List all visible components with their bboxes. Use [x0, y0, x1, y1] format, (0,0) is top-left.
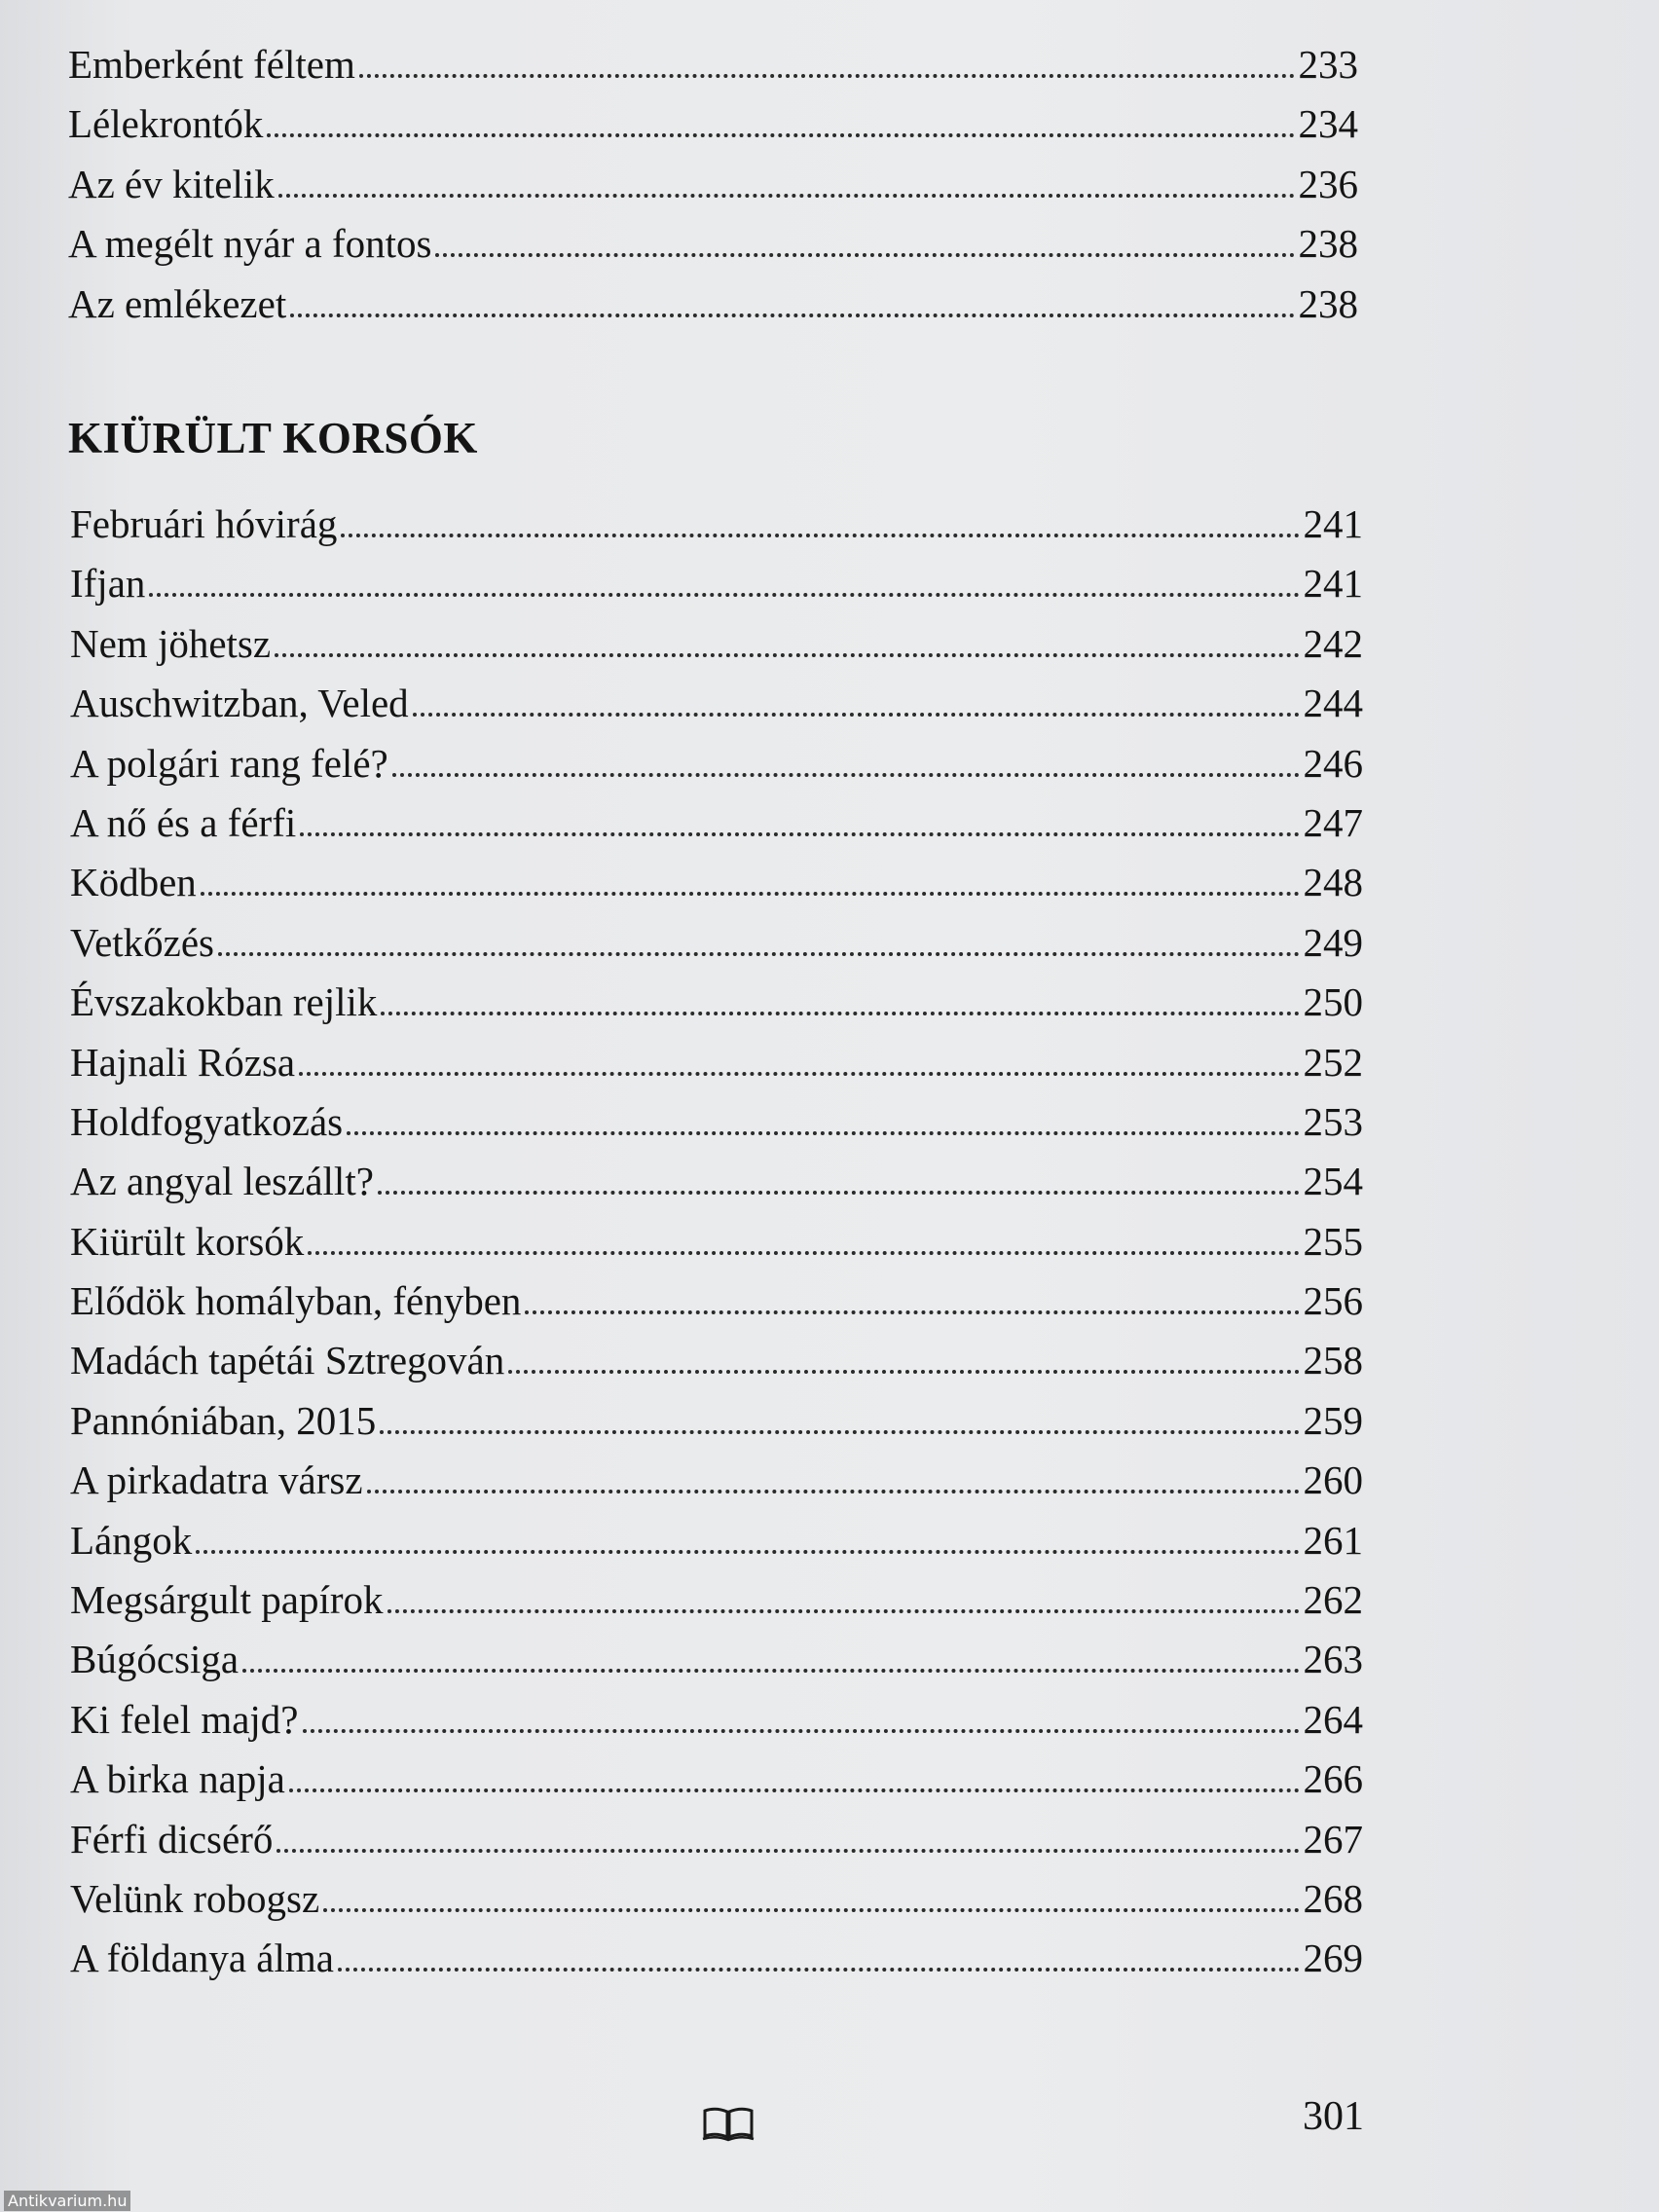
- toc-entry-title: Madách tapétái Sztregován: [70, 1338, 505, 1383]
- toc-entry-page: 246: [1303, 740, 1363, 786]
- toc-entry: [70, 614, 1363, 674]
- toc-entry-page: 254: [1303, 1159, 1363, 1204]
- toc-entry-page: 241: [1303, 501, 1363, 546]
- dot-leader: [359, 74, 1295, 78]
- toc-entry-title: Pannóniában, 2015: [70, 1397, 377, 1443]
- toc-entry: [70, 1570, 1363, 1630]
- toc-entry: [70, 1272, 1363, 1331]
- toc-entry-page: 242: [1303, 620, 1363, 666]
- toc-entry-page: 260: [1303, 1457, 1363, 1503]
- dot-leader: [267, 133, 1294, 137]
- toc-entry: [70, 1810, 1363, 1869]
- toc-entry: [68, 155, 1358, 214]
- toc-entry-page: 233: [1298, 42, 1358, 87]
- dot-leader: [275, 653, 1299, 657]
- dot-leader: [242, 1669, 1299, 1673]
- dot-leader: [308, 1251, 1299, 1255]
- toc-entry: [70, 734, 1363, 793]
- toc-entry-page: 244: [1303, 681, 1363, 726]
- toc-entry-title: Kiürült korsók: [70, 1218, 305, 1264]
- toc-entry-page: 261: [1303, 1517, 1363, 1563]
- open-book-icon: [702, 2105, 755, 2142]
- dot-leader: [380, 1430, 1299, 1434]
- dot-leader: [525, 1310, 1299, 1314]
- toc-entry: [70, 1630, 1363, 1689]
- dot-leader: [381, 1012, 1299, 1015]
- dot-leader: [299, 1072, 1299, 1076]
- toc-entry-title: A polgári rang felé?: [70, 740, 388, 786]
- toc-entry-page: 263: [1303, 1637, 1363, 1682]
- toc-entry: [70, 495, 1363, 554]
- toc-entry-page: 250: [1303, 979, 1363, 1025]
- toc-entry-page: 268: [1303, 1875, 1363, 1921]
- toc-entry: [70, 1750, 1363, 1809]
- toc-entry-title: Holdfogyatkozás: [70, 1098, 344, 1144]
- toc-entry-title: Évszakokban rejlik: [70, 979, 378, 1025]
- toc-entry: [68, 35, 1358, 94]
- toc-entry-page: 249: [1303, 919, 1363, 965]
- toc-entry: [68, 214, 1358, 274]
- dot-leader: [201, 892, 1300, 896]
- toc-entry-page: 267: [1303, 1816, 1363, 1862]
- toc-entry: [70, 853, 1363, 912]
- toc-entry: [70, 1929, 1363, 1988]
- dot-leader: [218, 952, 1299, 956]
- toc-entry: [70, 1033, 1363, 1092]
- toc-entry: [70, 1690, 1363, 1750]
- toc-entry-title: Emberként féltem: [68, 42, 355, 87]
- toc-entry-page: 238: [1298, 280, 1358, 326]
- dot-leader: [149, 593, 1299, 597]
- toc-entry-title: Vetkőzés: [70, 919, 215, 965]
- dot-leader: [392, 773, 1300, 777]
- toc-entry: [70, 1092, 1363, 1152]
- dot-leader: [367, 1490, 1300, 1493]
- dot-leader: [341, 534, 1299, 537]
- toc-entry-page: 262: [1303, 1577, 1363, 1623]
- dot-leader: [289, 1788, 1300, 1792]
- toc-entry-title: Auschwitzban, Veled: [70, 681, 409, 726]
- toc-entry: [70, 1152, 1363, 1211]
- toc-entry-page: 266: [1303, 1756, 1363, 1802]
- toc-entry: [70, 793, 1363, 853]
- toc-list-section: [70, 495, 1363, 1989]
- toc-entry: [70, 1451, 1363, 1510]
- dot-leader: [413, 713, 1300, 717]
- toc-entry: [70, 913, 1363, 973]
- toc-entry-page: 247: [1303, 799, 1363, 845]
- toc-entry-page: 241: [1303, 561, 1363, 607]
- toc-entry-title: A nő és a férfi: [70, 799, 297, 845]
- dot-leader: [290, 313, 1294, 317]
- dot-leader: [276, 1849, 1299, 1853]
- toc-entry-title: Velünk robogsz: [70, 1875, 320, 1921]
- dot-leader: [387, 1609, 1300, 1613]
- toc-entry-title: Hajnali Rózsa: [70, 1039, 296, 1085]
- dot-leader: [303, 1729, 1300, 1733]
- toc-entry-title: Nem jöhetsz: [70, 620, 272, 666]
- toc-entry-title: Elődök homályban, fényben: [70, 1278, 522, 1324]
- toc-entry-title: A megélt nyár a fontos: [68, 221, 432, 267]
- toc-entry-title: Az emlékezet: [68, 280, 287, 326]
- toc-entry: [68, 275, 1358, 334]
- dot-leader: [378, 1191, 1300, 1195]
- toc-entry: [70, 973, 1363, 1032]
- toc-entry-title: Megsárgult papírok: [70, 1577, 384, 1623]
- toc-entry-page: 238: [1298, 221, 1358, 267]
- toc-entry-page: 258: [1303, 1338, 1363, 1383]
- toc-entry: [70, 1331, 1363, 1390]
- toc-entry-title: A birka napja: [70, 1756, 285, 1802]
- toc-entry-title: Búgócsiga: [70, 1637, 240, 1682]
- toc-entry-page: 236: [1298, 161, 1358, 206]
- toc-entry: [68, 94, 1358, 154]
- toc-entry-title: Lélekrontók: [68, 101, 264, 147]
- toc-entry-title: A pirkadatra vársz: [70, 1457, 363, 1503]
- dot-leader: [300, 832, 1299, 836]
- toc-entry-title: Férfi dicsérő: [70, 1816, 274, 1862]
- toc-entry: [70, 1869, 1363, 1929]
- dot-leader: [347, 1131, 1299, 1135]
- toc-entry: [70, 674, 1363, 733]
- toc-entry-title: Ki felel majd?: [70, 1696, 299, 1742]
- toc-entry-page: 253: [1303, 1098, 1363, 1144]
- dot-leader: [278, 194, 1295, 198]
- toc-list-top: [68, 35, 1358, 334]
- dot-leader: [196, 1550, 1299, 1554]
- toc-entry-title: Az angyal leszállt?: [70, 1159, 374, 1204]
- toc-entry-page: 256: [1303, 1278, 1363, 1324]
- dot-leader: [508, 1370, 1299, 1374]
- toc-entry-page: 255: [1303, 1218, 1363, 1264]
- toc-entry-title: Az év kitelik: [68, 161, 275, 206]
- toc-entry-title: Lángok: [70, 1517, 193, 1563]
- toc-entry-title: Ifjan: [70, 561, 146, 607]
- toc-entry: [70, 554, 1363, 613]
- toc-entry-page: 252: [1303, 1039, 1363, 1085]
- dot-leader: [323, 1908, 1299, 1912]
- toc-entry-page: 248: [1303, 860, 1363, 905]
- page-number: 301: [1303, 2094, 1364, 2139]
- section-heading: KIÜRÜLT KORSÓK: [68, 414, 478, 462]
- dot-leader: [435, 253, 1294, 257]
- toc-entry-page: 259: [1303, 1397, 1363, 1443]
- toc-entry: [70, 1511, 1363, 1570]
- dot-leader: [338, 1968, 1300, 1972]
- toc-entry-title: A földanya álma: [70, 1936, 334, 1981]
- watermark: Antikvarium.hu: [4, 2191, 130, 2211]
- toc-entry-title: Februári hóvirág: [70, 501, 338, 546]
- toc-entry-page: 269: [1303, 1936, 1363, 1981]
- toc-entry-page: 234: [1298, 101, 1358, 147]
- toc-entry: [70, 1391, 1363, 1451]
- toc-entry-page: 264: [1303, 1696, 1363, 1742]
- toc-entry-title: Ködben: [70, 860, 197, 905]
- toc-entry: [70, 1212, 1363, 1272]
